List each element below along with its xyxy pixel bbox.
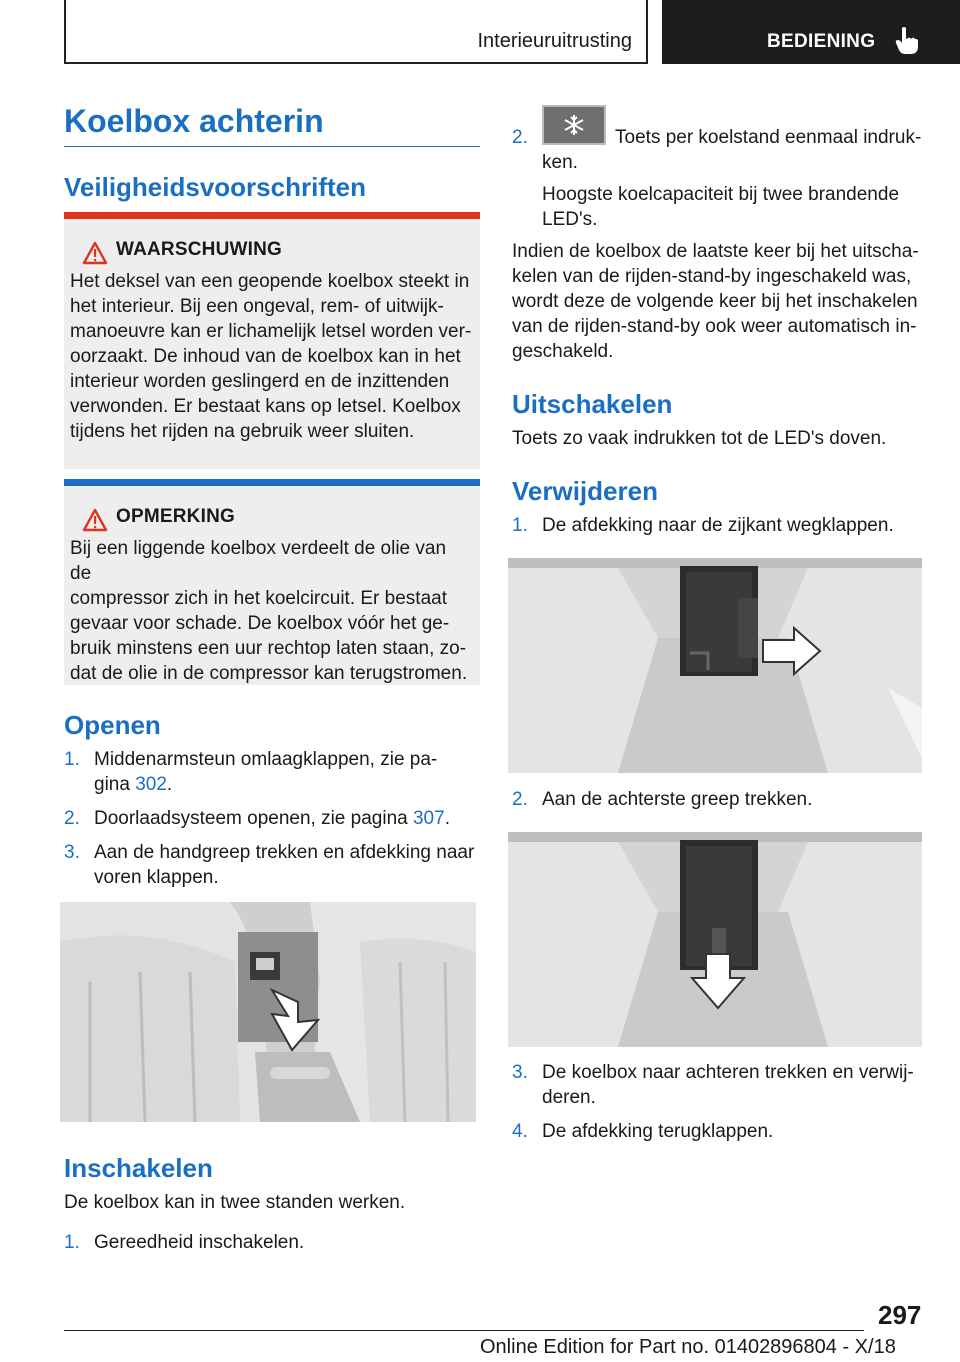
cool-button <box>542 105 606 145</box>
header-section-tab <box>64 0 648 64</box>
header-section-label: Interieuruitrusting <box>477 30 632 52</box>
list-text: . <box>166 774 173 795</box>
list-item <box>512 1119 924 1144</box>
warning-triangle-icon <box>82 508 108 532</box>
list-text: Toets per koelstand eenmaal indruk- <box>615 127 922 148</box>
list-number: 2. <box>512 127 528 148</box>
on-text: De koelbox kan in twee standen werken. <box>64 1192 406 1213</box>
open-heading: Openen <box>64 710 161 740</box>
paragraph-line: Indien de koelbox de laatste keer bij het uitscha- <box>512 241 919 262</box>
warning-title: WAARSCHUWING <box>116 239 282 260</box>
list-number: 1. <box>64 749 80 770</box>
list-text: Aan de achterste greep trekken. <box>542 789 813 810</box>
note-line: gevaar voor schade. De koelbox vóór het ge- <box>70 613 450 634</box>
warning-line: tijdens het rijden na gebruik weer sluiten. <box>70 421 415 442</box>
list-text: De afdekking terugklappen. <box>542 1121 774 1142</box>
list-item <box>64 840 480 890</box>
cooler-photo-2 <box>508 832 922 1047</box>
safety-heading: Veiligheidsvoorschriften <box>64 172 366 202</box>
list-text: . <box>444 808 450 829</box>
list-text: De afdekking naar de zijkant wegklappen. <box>542 515 894 536</box>
list-number: 2. <box>512 789 528 810</box>
off-heading: Uitschakelen <box>512 389 673 419</box>
list-text: Doorlaadsysteem openen, zie pagina <box>94 808 413 829</box>
list-item <box>512 513 924 538</box>
note-line: compressor zich in het koelcircuit. Er bestaat <box>70 588 447 609</box>
list-text: deren. <box>542 1087 596 1108</box>
list-item <box>64 806 480 831</box>
warning-triangle-icon <box>82 241 108 265</box>
warning-line: oorzaakt. De inhoud van de koelbox kan in het <box>70 346 461 367</box>
list-number: 1. <box>512 515 528 536</box>
list-number: 2. <box>64 808 80 829</box>
warning-line: Het deksel van een geopende koelbox steekt in <box>70 271 470 292</box>
on-heading: Inschakelen <box>64 1153 213 1183</box>
list-text: Middenarmsteun omlaagklappen, zie pa- <box>94 749 438 770</box>
page-link[interactable]: 302 <box>135 774 167 795</box>
page-title: Koelbox achterin <box>64 103 480 147</box>
paragraph-line: geschakeld. <box>512 341 614 362</box>
edition-text: Online Edition for Part no. 01402896804 - X/18 <box>480 1336 896 1358</box>
snowflake-icon <box>544 107 604 143</box>
list-text: Aan de handgreep trekken en afdekking naar <box>94 842 475 863</box>
page-number: 297 <box>878 1300 922 1330</box>
list-number: 3. <box>512 1062 528 1083</box>
sub-line: Hoogste koelcapaciteit bij twee brandende <box>542 184 900 205</box>
warning-line: interieur worden geslingerd en de inzittenden <box>70 371 450 392</box>
list-text: Gereedheid inschakelen. <box>94 1232 305 1253</box>
list-number: 4. <box>512 1121 528 1142</box>
list-text: De koelbox naar achteren trekken en verwij- <box>542 1062 914 1083</box>
list-item <box>64 747 480 797</box>
paragraph-line: kelen van de rijden-stand-by ingeschakeld was, <box>512 266 912 287</box>
warning-text <box>70 269 472 444</box>
list-number: 3. <box>64 842 80 863</box>
list-text: voren klappen. <box>94 867 219 888</box>
off-text: Toets zo vaak indrukken tot de LED's doven. <box>512 428 887 449</box>
note-line: Bij een liggende koelbox verdeelt de olie van de <box>70 538 447 584</box>
list-number: 1. <box>64 1232 80 1253</box>
header-chapter-label: BEDIENING <box>767 31 876 52</box>
warning-line: verwonden. Er bestaat kans op letsel. Koelbox <box>70 396 461 417</box>
remove-heading: Verwijderen <box>512 476 658 506</box>
cooler-photo-1 <box>508 558 922 773</box>
list-item <box>512 787 924 812</box>
step2-subtext <box>542 182 899 232</box>
hand-pointer-icon <box>893 26 921 56</box>
standby-paragraph <box>512 239 919 364</box>
note-title: OPMERKING <box>116 506 235 527</box>
note-box <box>64 479 480 685</box>
armrest-photo <box>60 902 476 1122</box>
note-line: bruik minstens een uur rechtop laten staan, zo- <box>70 638 467 659</box>
note-line: dat de olie in de compressor kan terugstromen. <box>70 663 468 684</box>
paragraph-line: van de rijden-stand-by ook weer automatisch in- <box>512 316 917 337</box>
paragraph-line: wordt deze de volgende keer bij het inschakelen <box>512 291 918 312</box>
note-text <box>70 536 472 686</box>
list-item <box>512 1060 924 1110</box>
page-link[interactable]: 307 <box>412 808 445 829</box>
footer-divider <box>64 1330 864 1331</box>
warning-line: het interieur. Bij een ongeval, rem- of uitwijk- <box>70 296 444 317</box>
list-item <box>64 1230 480 1255</box>
sub-line: LED's. <box>542 209 598 230</box>
warning-line: manoeuvre kan er lichamelijk letsel worden ver- <box>70 321 472 342</box>
list-text: gina <box>94 774 136 795</box>
list-text: ken. <box>542 152 578 173</box>
warning-box <box>64 212 480 469</box>
list-item <box>512 125 924 175</box>
